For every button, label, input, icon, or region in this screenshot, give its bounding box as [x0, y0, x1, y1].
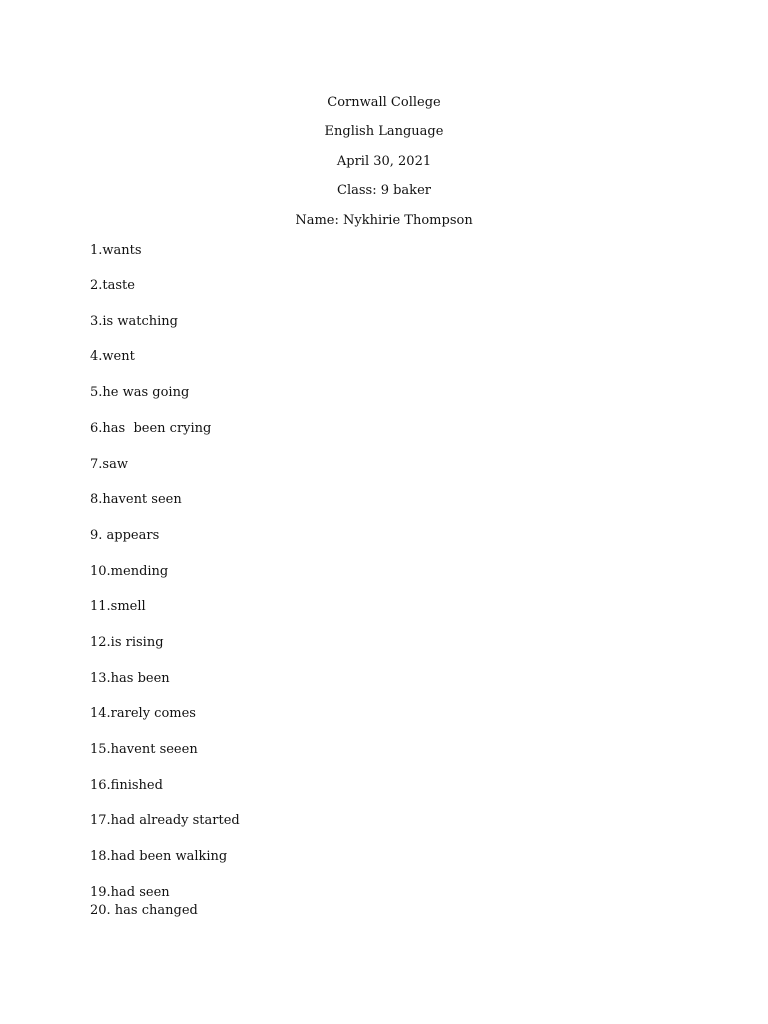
answer-item: 1.wants — [90, 243, 142, 258]
school-name: Cornwall College — [327, 95, 441, 110]
answer-item: 17.had already started — [90, 813, 240, 828]
answer-item: 8.havent seen — [90, 492, 182, 507]
answer-item: 13.has been — [90, 671, 170, 686]
answer-item: 19.had seen — [90, 885, 170, 900]
answer-item: 3.is watching — [90, 314, 178, 329]
answer-item: 18.had been walking — [90, 849, 228, 864]
answer-item: 12.is rising — [90, 635, 164, 650]
answer-item: 2.taste — [90, 278, 135, 293]
answer-item: 6.has been crying — [90, 421, 212, 436]
class-line: Class: 9 baker — [337, 183, 431, 198]
answer-item: 9. appears — [90, 528, 160, 543]
answer-item: 11.smell — [90, 599, 146, 614]
subject-title: English Language — [324, 124, 444, 139]
answer-item: 7.saw — [90, 457, 128, 472]
answer-item: 4.went — [90, 349, 135, 364]
answer-item: 14.rarely comes — [90, 706, 196, 721]
answer-item: 10.mending — [90, 564, 169, 579]
date-line: April 30, 2021 — [336, 154, 432, 169]
answer-item: 15.havent seeen — [90, 742, 198, 757]
answer-item: 20. has changed — [90, 903, 198, 918]
student-name-line: Name: Nykhirie Thompson — [295, 213, 473, 228]
answer-item: 5.he was going — [90, 385, 190, 400]
answer-item: 16.finished — [90, 778, 163, 793]
